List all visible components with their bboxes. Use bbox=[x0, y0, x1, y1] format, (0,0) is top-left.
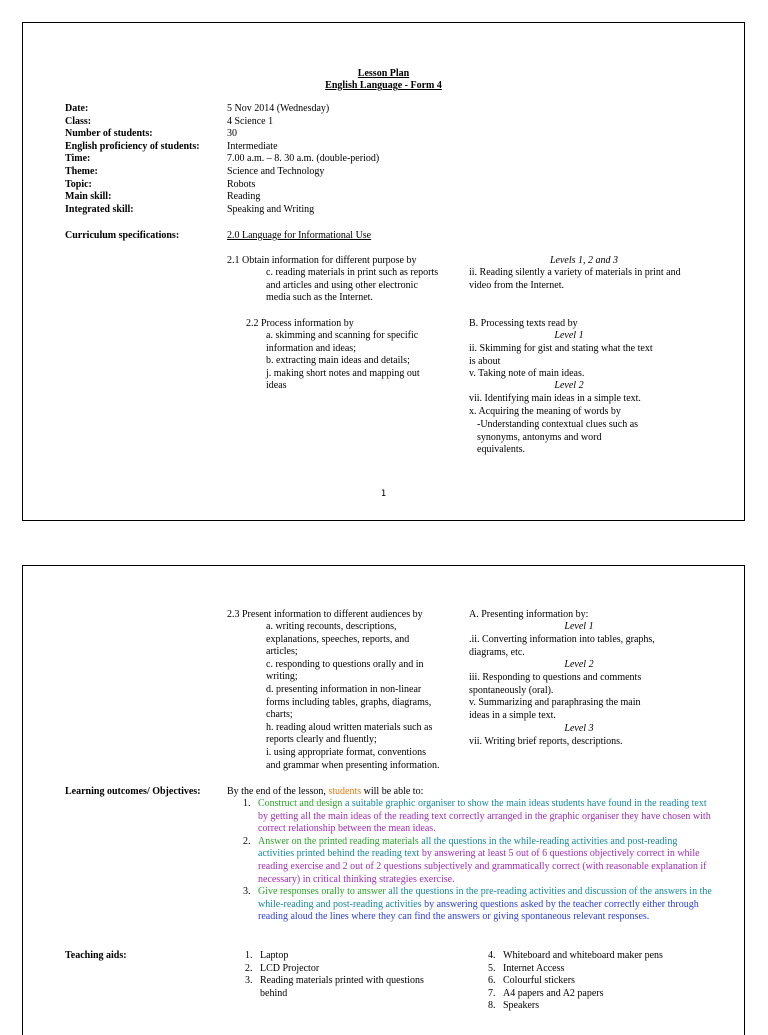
spec-line: a. skimming and scanning for specific bbox=[266, 330, 419, 341]
level-line: ii. Skimming for gist and stating what the text bbox=[469, 343, 653, 354]
spec-line: ideas bbox=[266, 380, 287, 392]
a-level-1-list bbox=[469, 634, 655, 659]
outcome-content: a suitable graphic organiser to show the main ideas students have found in the reading text bbox=[342, 798, 707, 809]
outcome-item-2 bbox=[243, 835, 713, 886]
b-heading: B. Processing texts read by bbox=[469, 318, 578, 329]
aid-item bbox=[245, 950, 450, 963]
spec-line: articles; bbox=[266, 646, 298, 658]
info-label-theme: Theme: bbox=[65, 165, 98, 177]
spec-2-3-heading: 2.3 Present information to different audiences by bbox=[227, 609, 423, 620]
level-line: ii. Reading silently a variety of materials in print and bbox=[469, 267, 681, 278]
aid-item bbox=[488, 1000, 723, 1013]
document-page-2 bbox=[22, 565, 745, 1035]
info-value-theme: Science and Technology bbox=[227, 165, 325, 177]
levels-heading: Levels 1, 2 and 3 bbox=[549, 255, 619, 266]
outcome-action: Construct and design bbox=[258, 798, 343, 809]
outcome-number: 2. bbox=[243, 835, 251, 847]
spec-line: h. reading aloud written materials such as bbox=[266, 721, 433, 733]
aid-item bbox=[245, 962, 450, 976]
aid-text: LCD Projector bbox=[260, 962, 320, 974]
spec-line: charts; bbox=[266, 709, 293, 721]
level-line: -Understanding contextual clues such as bbox=[477, 419, 639, 430]
info-value-students: 30 bbox=[227, 128, 237, 140]
info-value-main-skill: Reading bbox=[227, 191, 261, 203]
outcomes-intro-text: By the end of the lesson, bbox=[227, 786, 329, 797]
outcome-criterion: by answering at least 5 out of 6 questions objectively correct in while reading exercise and 2 out of 2 questions subjectively and grammatically correct (with reasonable explanation if necessary) in critical thinking strategies exercise. bbox=[258, 848, 707, 885]
info-value-topic: Robots bbox=[227, 178, 256, 190]
levels-123-list bbox=[469, 267, 681, 292]
spec-line: c. reading materials in print such as reports bbox=[266, 267, 439, 278]
aid-text: Laptop bbox=[260, 950, 289, 961]
aid-text: A4 papers and A2 papers bbox=[503, 987, 604, 999]
info-label-main-skill: Main skill: bbox=[65, 191, 112, 203]
spec-line: information and ideas; bbox=[266, 342, 356, 354]
outcomes-list bbox=[243, 798, 713, 924]
level-line: vii. Writing brief reports, descriptions. bbox=[469, 736, 623, 747]
a-heading: A. Presenting information by: bbox=[469, 609, 589, 620]
level-line: .ii. Converting information into tables, graphs, bbox=[469, 634, 655, 645]
outcomes-intro-text-end: will be able to: bbox=[361, 786, 424, 797]
info-label-proficiency: English proficiency of students: bbox=[65, 140, 200, 152]
info-label-class: Class: bbox=[65, 115, 92, 127]
info-label-time: Time: bbox=[65, 153, 91, 165]
teaching-aids-label: Teaching aids: bbox=[65, 950, 127, 961]
aid-text: Speakers bbox=[503, 1000, 540, 1012]
aid-number: 8. bbox=[488, 1000, 496, 1012]
a-level-3-list bbox=[469, 736, 623, 749]
spec-line: c. responding to questions orally and in bbox=[266, 658, 424, 670]
a-level-2-list bbox=[469, 672, 641, 722]
spec-line: writing; bbox=[266, 671, 298, 683]
level-line: v. Summarizing and paraphrasing the main bbox=[469, 697, 641, 709]
outcomes-intro bbox=[227, 786, 423, 799]
info-value-time: 7.00 a.m. – 8. 30 a.m. (double-period) bbox=[227, 153, 380, 165]
outcome-action: Give responses orally to answer bbox=[258, 886, 386, 898]
b-level-2-sublist bbox=[477, 419, 638, 457]
b-level-2-list bbox=[469, 393, 641, 418]
teaching-aids-right bbox=[488, 950, 723, 1013]
a-level-2: Level 2 bbox=[564, 659, 594, 670]
outcome-item-3 bbox=[243, 886, 713, 924]
outcomes-label: Learning outcomes/ Objectives: bbox=[65, 786, 201, 797]
aid-item bbox=[488, 950, 723, 963]
teaching-aids-left bbox=[245, 950, 450, 1000]
outcome-number: 1. bbox=[243, 798, 251, 809]
b-level-1: Level 1 bbox=[554, 330, 584, 341]
outcome-item-1 bbox=[243, 798, 713, 836]
level-line: spontaneously (oral). bbox=[469, 684, 554, 696]
spec-2-2-list bbox=[266, 330, 420, 393]
level-line: diagrams, etc. bbox=[469, 646, 525, 658]
a-level-1: Level 1 bbox=[564, 621, 594, 632]
aid-text: Colourful stickers bbox=[503, 975, 575, 987]
aid-number: 3. bbox=[245, 975, 253, 987]
level-line: equivalents. bbox=[477, 444, 526, 456]
spec-line: a. writing recounts, descriptions, bbox=[266, 621, 397, 632]
aid-number: 5. bbox=[488, 962, 496, 974]
outcome-criterion: by getting all the main ideas of the reading text correctly arranged in the graphic organiser they have chosen with correct relationship between the mean ideas. bbox=[258, 810, 711, 835]
curriculum-value: 2.0 Language for Informational Use bbox=[227, 230, 372, 241]
info-label-integrated-skill: Integrated skill: bbox=[65, 203, 134, 215]
info-value-proficiency: Intermediate bbox=[227, 140, 278, 152]
info-label-topic: Topic: bbox=[65, 178, 92, 190]
level-line: is about bbox=[469, 355, 501, 367]
spec-line: and articles and using other electronic bbox=[266, 279, 418, 291]
spec-line: media such as the Internet. bbox=[266, 292, 373, 304]
info-label-date: Date: bbox=[65, 103, 89, 114]
outcome-criterion: by answering questions asked by the teacher correctly either through reading aloud the lines where they can find the answers or giving spontaneous relevant responses. bbox=[258, 898, 699, 923]
spec-line: forms including tables, graphs, diagrams, bbox=[266, 696, 432, 708]
spec-2-1-heading: 2.1 Obtain information for different purpose by bbox=[227, 255, 417, 266]
level-line: iii. Responding to questions and comments bbox=[469, 672, 642, 683]
aid-text: Internet Access bbox=[503, 962, 565, 974]
a-level-3: Level 3 bbox=[564, 723, 594, 734]
info-value-class: 4 Science 1 bbox=[227, 115, 274, 127]
outcomes-intro-students: students bbox=[328, 786, 362, 797]
info-values bbox=[227, 103, 379, 216]
level-line: v. Taking note of main ideas. bbox=[469, 368, 585, 380]
b-level-2: Level 2 bbox=[554, 380, 584, 391]
outcome-content: all the questions in the while-reading activities and post-reading activities printed behind the reading text bbox=[258, 835, 678, 860]
info-value-integrated-skill: Speaking and Writing bbox=[227, 203, 315, 215]
document-title: Lesson Plan bbox=[357, 68, 410, 79]
spec-line: i. using appropriate format, conventions bbox=[266, 746, 426, 758]
level-line: synonyms, antonyms and word bbox=[477, 431, 602, 443]
outcome-action: Answer on the printed reading materials bbox=[258, 835, 419, 847]
spec-2-3-list bbox=[266, 621, 440, 772]
spec-line: j. making short notes and mapping out bbox=[266, 367, 420, 379]
level-line: x. Acquiring the meaning of words by bbox=[469, 405, 621, 417]
spec-2-2-heading: 2.2 Process information by bbox=[246, 318, 354, 329]
spec-line: explanations, speeches, reports, and bbox=[266, 633, 410, 645]
spec-2-1-list bbox=[266, 267, 438, 305]
aid-number: 7. bbox=[488, 987, 496, 999]
spec-line: and grammar when presenting information. bbox=[266, 759, 440, 771]
aid-text: Reading materials printed with questions behind bbox=[260, 975, 424, 999]
spec-line: b. extracting main ideas and details; bbox=[266, 355, 410, 367]
aid-number: 1. bbox=[245, 950, 253, 961]
aid-item bbox=[488, 987, 723, 1001]
level-line: ideas in a simple text. bbox=[469, 709, 556, 721]
level-line: vii. Identifying main ideas in a simple text. bbox=[469, 393, 641, 404]
page-number: 1 bbox=[380, 489, 387, 499]
aid-number: 2. bbox=[245, 962, 253, 974]
aid-item bbox=[488, 975, 723, 988]
aid-item bbox=[488, 962, 723, 976]
spec-line: d. presenting information in non-linear bbox=[266, 683, 422, 695]
outcome-content: all the questions in the pre-reading activities and discussion of the answers in the while-reading and post-reading activities bbox=[258, 886, 712, 910]
curriculum-label: Curriculum specifications: bbox=[65, 230, 180, 241]
aid-item bbox=[245, 975, 450, 1000]
document-page-1 bbox=[22, 22, 745, 521]
info-value-date: 5 Nov 2014 (Wednesday) bbox=[227, 103, 330, 114]
outcome-number: 3. bbox=[243, 886, 251, 898]
info-labels bbox=[65, 103, 200, 216]
aid-text: Whiteboard and whiteboard maker pens bbox=[503, 950, 663, 961]
spec-line: reports clearly and fluently; bbox=[266, 734, 377, 746]
level-line: video from the Internet. bbox=[469, 279, 564, 291]
aid-number: 4. bbox=[488, 950, 496, 961]
b-level-1-list bbox=[469, 343, 653, 381]
document-subtitle: English Language - Form 4 bbox=[325, 80, 442, 91]
info-label-students: Number of students: bbox=[65, 128, 153, 140]
aid-number: 6. bbox=[488, 975, 496, 987]
